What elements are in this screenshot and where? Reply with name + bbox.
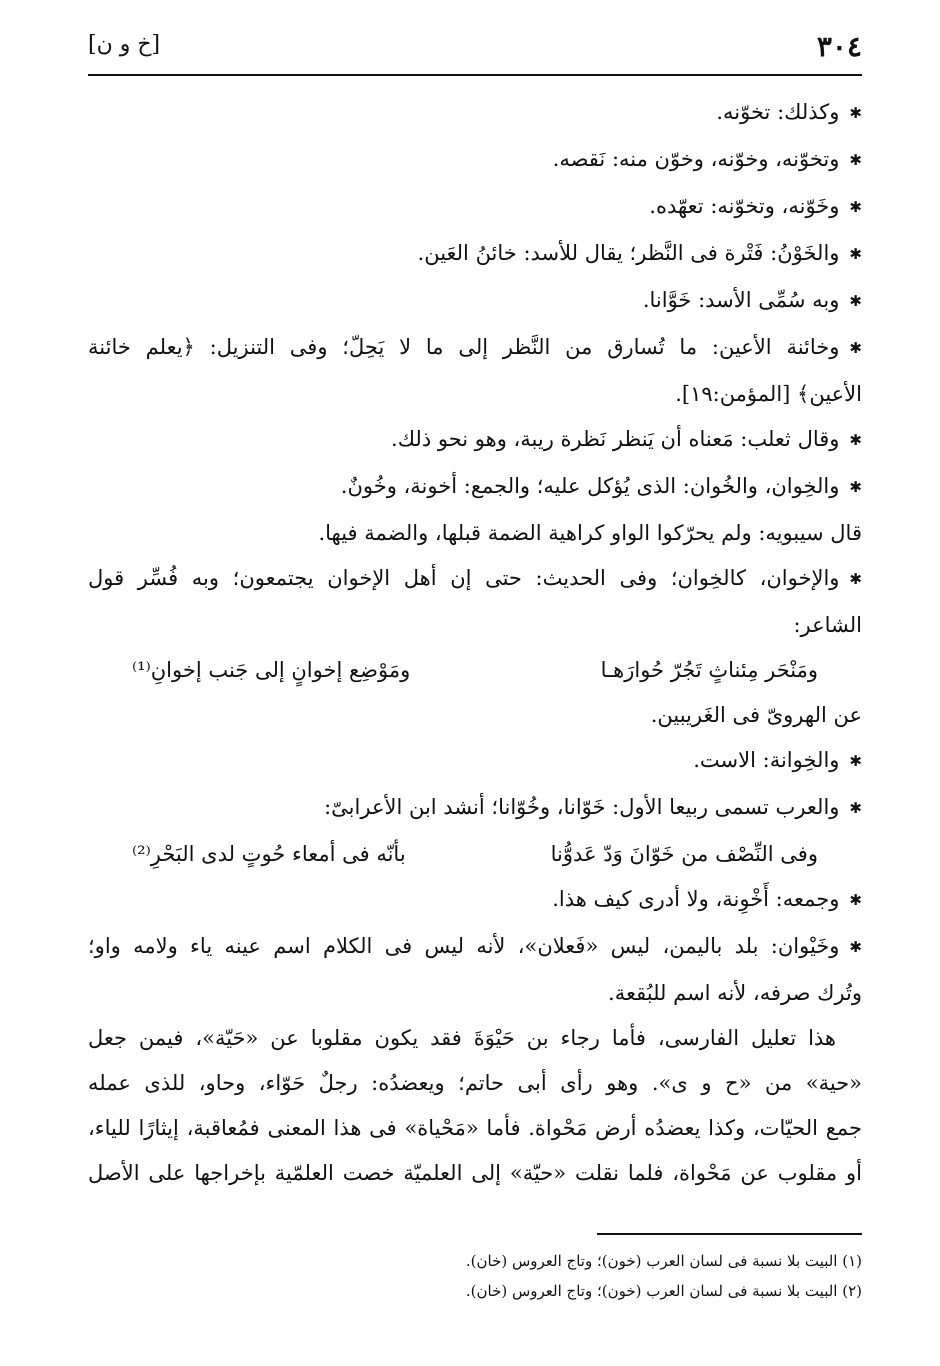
entry-line: ✱ وجمعه: أَخْوِنة، ولا أدرى كيف هذا. — [88, 877, 862, 924]
commentary-line: «حية» من «ح و ى». وهو رأى أبى حاتم؛ ويعضدُه: رجلٌ حَوّاء، وحاو، للذى عمله — [88, 1071, 862, 1095]
footnote: (٢) البيت بلا نسبة فى لسان العرب (خون)؛ وتاج العروس (خان). — [465, 1282, 862, 1300]
entry-line: ✱ وقال ثعلب: مَعناه أن يَنظر نَظرة ريبة، وهو نحو ذلك. — [88, 417, 862, 464]
page-number: ٣٠٤ — [816, 30, 862, 63]
commentary-line: أو مقلوب عن مَحْواة، فلما نقلت «حيّة» إلى العلميّة خصت العلمّية بإخراجها على الأصل — [88, 1161, 862, 1185]
poetry-verse — [88, 648, 862, 693]
entry-line-continued: الشاعر: — [793, 613, 862, 637]
entry-line: عن الهروىّ فى الغَريبين. — [650, 703, 862, 727]
entry-line: ✱ والخِوانة: الاست. — [88, 738, 862, 785]
footnotes — [88, 1246, 862, 1306]
commentary-line: هذا تعليل الفارسى، فأما رجاء بن حَيْوَةَ فقد يكون مقلوبا عن «حَيّة»، فيمن جعل — [88, 1026, 836, 1050]
verse-first-hemistich: ومَنْحَر مِئناثٍ تَجُرّ حُوارَهـا — [600, 658, 818, 682]
root-tag: [خ و ن] — [88, 32, 161, 57]
entry-line: ✱ والخِوان، والخُوان: الذى يُؤكل عليه؛ والجمع: أخونة، وخُونٌ. — [88, 464, 862, 511]
verse-second-hemistich: بأنّه فى أمعاء حُوتٍ لدى البَحْرِ⁽²⁾ — [132, 842, 406, 866]
entry-line: ✱ وخَيْوان: بلد باليمن، ليس «فَعلان»، لأنه ليس فى الكلام اسم عينه ياء ولامه واو؛ — [88, 924, 862, 971]
entry-line-continued: الأعين﴾ [المؤمن:١٩]. — [675, 382, 862, 406]
poetry-verse — [88, 832, 862, 877]
main-text — [88, 90, 862, 1196]
entry-line: قال سيبويه: ولم يحرّكوا الواو كراهية الضمة قبلها، والضمة فيها. — [318, 521, 862, 545]
footnote: (١) البيت بلا نسبة فى لسان العرب (خون)؛ وتاج العروس (خان). — [465, 1252, 862, 1270]
page-header — [88, 26, 862, 76]
entry-line: ✱ وبه سُمِّى الأسد: خَوَّانا. — [88, 278, 862, 325]
entry-line: ✱ والإخوان، كالخِوان؛ وفى الحديث: حتى إن أهل الإخوان يجتمعون؛ وبه فُسِّر قول — [88, 556, 862, 603]
verse-second-hemistich: ومَوْضِع إخوانٍ إلى جَنب إخوانِ⁽¹⁾ — [132, 658, 411, 682]
entry-line: ✱ وكذلك: تخوّنه. — [88, 90, 862, 137]
entry-line: ✱ وتخوّنه، وخوّنه، وخوّن منه: نَقصه. — [88, 137, 862, 184]
footnote-divider — [597, 1233, 862, 1235]
commentary-line: جمع الحيّات، وكذا يعضدُه أرض مَحْواة. فأما «مَحْياة» فى هذا المعنى فمُعاقبة، إيثارًا للياء، — [88, 1116, 862, 1140]
entry-line-continued: وتُرك صرفه، لأنه اسم للبُقعة. — [608, 981, 862, 1005]
verse-first-hemistich: وفى النِّصْف من خَوّانَ وَدّ عَدوُّنا — [550, 842, 818, 866]
entry-line: ✱ وخائنة الأعين: ما تُسارق من النَّظر إلى ما لا يَحِلّ؛ وفى التنزيل: ﴿يعلم خائنة — [88, 325, 862, 372]
entry-line: ✱ والخَوْنُ: فَتْرة فى النَّظر؛ يقال للأسد: خائنُ العَين. — [88, 231, 862, 278]
entry-line: ✱ وخَوّنه، وتخوّنه: تعهّده. — [88, 184, 862, 231]
entry-line: ✱ والعرب تسمى ربيعا الأول: خَوّانا، وخُوّانا؛ أنشد ابن الأعرابىّ: — [88, 785, 862, 832]
